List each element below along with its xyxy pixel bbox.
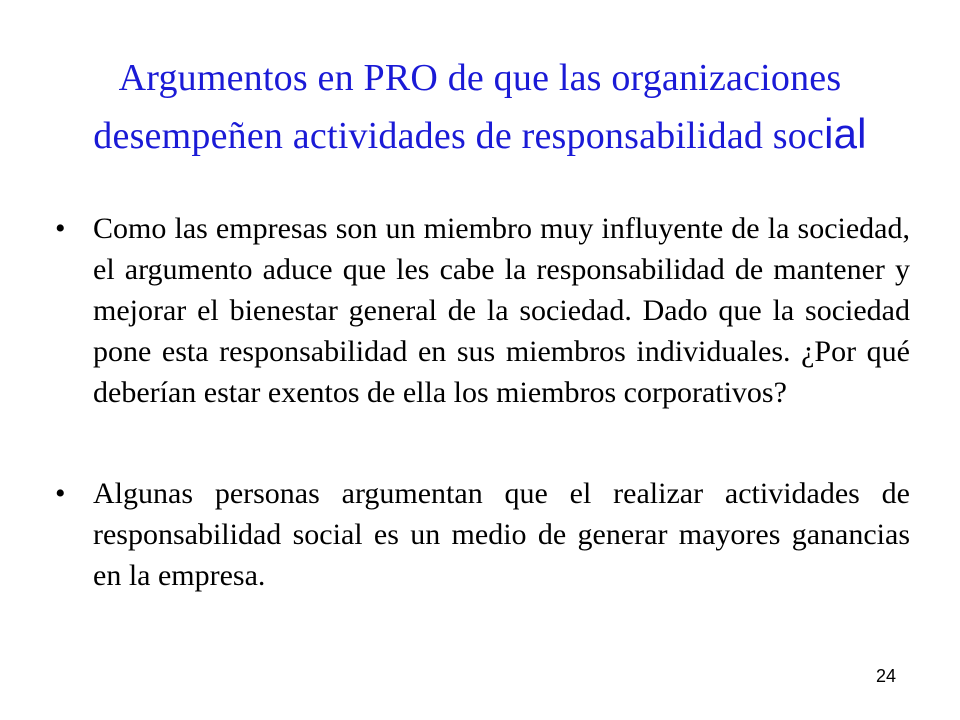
page-number: 24 — [876, 666, 897, 686]
slide-title — [20, 50, 940, 164]
slide-title-line-2-main: desempeñen actividades de responsabilidad soc — [93, 115, 825, 157]
slide-title-line-1: Argumentos en PRO de que las organizaciones — [118, 57, 842, 99]
bullet-item — [55, 473, 910, 596]
bullet-marker: • — [55, 477, 66, 510]
slide-title-line-2-tail: ial — [824, 110, 867, 157]
bullet-marker: • — [55, 212, 66, 245]
bullet-list — [55, 208, 910, 596]
bullet-text: Algunas personas argumentan que el realizar actividades de responsabilidad social es un medio de generar mayores ganancias en la empresa. — [93, 477, 910, 592]
bullet-item — [55, 208, 910, 413]
bullet-text: Como las empresas son un miembro muy influyente de la sociedad, el argumento aduce que les cabe la responsabilidad de mantener y mejorar el bienestar general de la sociedad. Dado que la sociedad pone esta responsabilidad en sus miembros individuales. ¿Por qué deberían estar exentos de ella los miembros corporativos? — [93, 212, 910, 409]
slide-title-line-2 — [20, 106, 940, 164]
